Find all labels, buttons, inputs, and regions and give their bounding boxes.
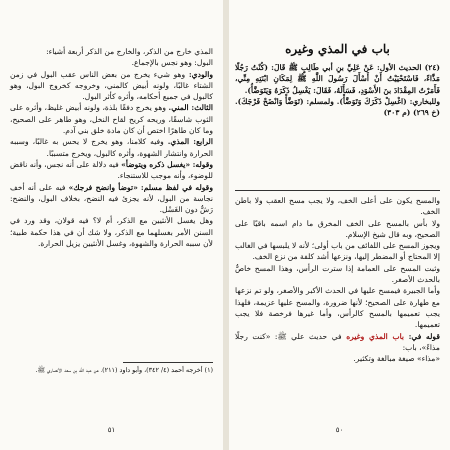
left-para-4-label: الثالث: المني.: [168, 103, 213, 113]
right-para-7: «مذاء» صيغة مبالغة وتكثير.: [353, 354, 440, 364]
right-separator: [235, 190, 440, 191]
right-q-text: في حديث علي ﷺ: «كنت رجلًا مذاءً»، باب:: [235, 331, 440, 352]
right-q-label: قوله في:: [408, 331, 440, 341]
right-para-5: وأما الجبيرة فيمسح عليها في الحدث الأكبر والأصغر، ولو تم نزعها مع طهارة على الصحيح؛ لأنها ضرورة، والمسح عليها عزيمة، فلهذا يجب تعميمها بالمسح كالرأس، وأما غيرها فرخصة فلا يجب تعميمها.: [235, 286, 440, 330]
hadith-text: (٢٤) الحديث الأول: عَنْ عَلِيِّ بنِ أبي طَالِبٍ ﷺ قَالَ: (كُنْتُ رَجُلًا مَذَّاءً، فَاسْتَحْيَيْتُ أَنْ أَسْأَلَ رَسُولَ اللَّهِ ﷺ لِمَكَانِ ابْنَتِهِ مِنِّي، فَأَمَرْتُ المِقْدَادَ بنَ الأَسْوَدِ، فَسَأَلَهُ، فَقَالَ: يَغْسِلُ ذَكَرَهُ وَيَتَوَضَّأُ).: [235, 63, 440, 95]
left-page-number: ٥١: [107, 426, 116, 434]
right-para-3: ويجوز المسح على اللفائف من باب أولى؛ لأنه لا يلبسها في الغالب إلا المحتاج أو المضطر إليها، ونزعها أشد كلفة من نزع الخف.: [235, 241, 440, 262]
left-para-3-text: وهو شيء يخرج من بعض الناس عقب البول في زمن الشتاء غالبًا، ولونه أبيض كالمني، وخروجه كخروج البول، وهو كالبول في جميع أحكامه، وأثره كأثر البول.: [10, 69, 213, 102]
right-page-commentary: [235, 195, 440, 364]
left-para-6: [10, 159, 213, 182]
left-page: [0, 0, 223, 450]
left-para-5-label: الرابع: المذي.: [167, 137, 213, 147]
left-para-6-quote: «يغسل ذكره ويتوضأ»: [121, 159, 191, 169]
left-para-7-quote: «توضأ وانضح فرجك»: [68, 182, 138, 192]
left-para-7-text: فيه على أنه أخف نجاسة من البول، لأنه يجزئ فيه النضح، بخلاف البول، والنضح: رَشٌّ دون الغَسْل.: [10, 182, 213, 215]
right-para-1: والمسح يكون على أعلى الخف، ولا يجب مسح العقب ولا باطن الخف.: [235, 196, 440, 217]
right-page: [229, 0, 450, 450]
left-para-6-text: فيه دلالة على أنه نجس، وأنه ناقض للوضوء، وأنه موجب للاستنجاء.: [10, 159, 213, 181]
left-para-1: المذي خارج من الذكر، والخارج من الذكر أربعة أشياء:: [46, 47, 213, 56]
left-para-7-label: وقوله في لفظ مسلم:: [140, 182, 213, 192]
left-para-8: وهل يغسل الأنثيين مع الذكر، أم لا؟ فيه قولان، وقد ورد في السنن الأمر بغسلهما مع الذكر، ولا شك أن في هذا حكمة طبية؛ لأن سببه الحرارة والشهوة، وغسل الأنثيين يزيل الحرارة.: [10, 216, 213, 249]
left-para-5-text: وفيه كلامنا، وهو يخرج لا يحس به غالبًا، وسببه الحرارة وانتشار الشهوة، وأثره كالبول، ويخرج متسببًا.: [10, 137, 213, 158]
left-para-6-label: وقوله:: [192, 159, 213, 169]
right-page-body: [235, 62, 440, 118]
left-para-5: [10, 136, 213, 159]
chapter-title: باب في المذي وغيره: [285, 42, 390, 56]
right-para-4: وثبت المسح على العمامة إذا سترت الرأس، وهذا المسح خاصٌّ بالحدث الأصغر.: [235, 263, 440, 285]
left-para-4: [10, 102, 213, 136]
right-para-6: [235, 331, 440, 354]
left-para-7: [10, 182, 213, 216]
left-page-body: [10, 46, 213, 249]
footnote-block: [10, 366, 213, 375]
right-page-number: ٥٠: [335, 426, 344, 434]
footnote-1: (١) أخرجه أحمد (٤/ ٣٤٢)، وأبو داود (٢١١)، عن عبد الله بن سعد الأنصاري ﷺ.: [35, 366, 213, 374]
left-para-3-label: والودي:: [188, 69, 213, 79]
hadith-alt-text: وللبخاري: (اغْسِلْ ذَكَرَكَ وَتَوَضَّأْ). ولمسلم: (تَوَضَّأْ وَانْضَحْ فَرْجَكَ). (خ ٢٦٩) (م ٣٠٣): [235, 96, 440, 118]
footnote-separator: [123, 362, 213, 363]
left-para-3: [10, 69, 213, 103]
left-para-2: البول: وهو نجس بالإجماع.: [131, 58, 213, 68]
right-q-bab: باب المذي وغيره: [346, 331, 405, 341]
right-para-2: ولا بأس بالمسح على الخف المخرق ما دام اسمه باقيًا على الصحيح، وبه قال شيخ الإسلام.: [235, 218, 440, 239]
left-para-4-text: وهو يخرج دفقًا بلذة، ولونه أبيض غليظ، وأثره على الثوب شاسقًا، وريحه كريح لقاح النخل، وهو طاهر على الصحيح، وما كان طاهرًا اختص أن كان مادة خلق بني آدم.: [10, 103, 213, 136]
